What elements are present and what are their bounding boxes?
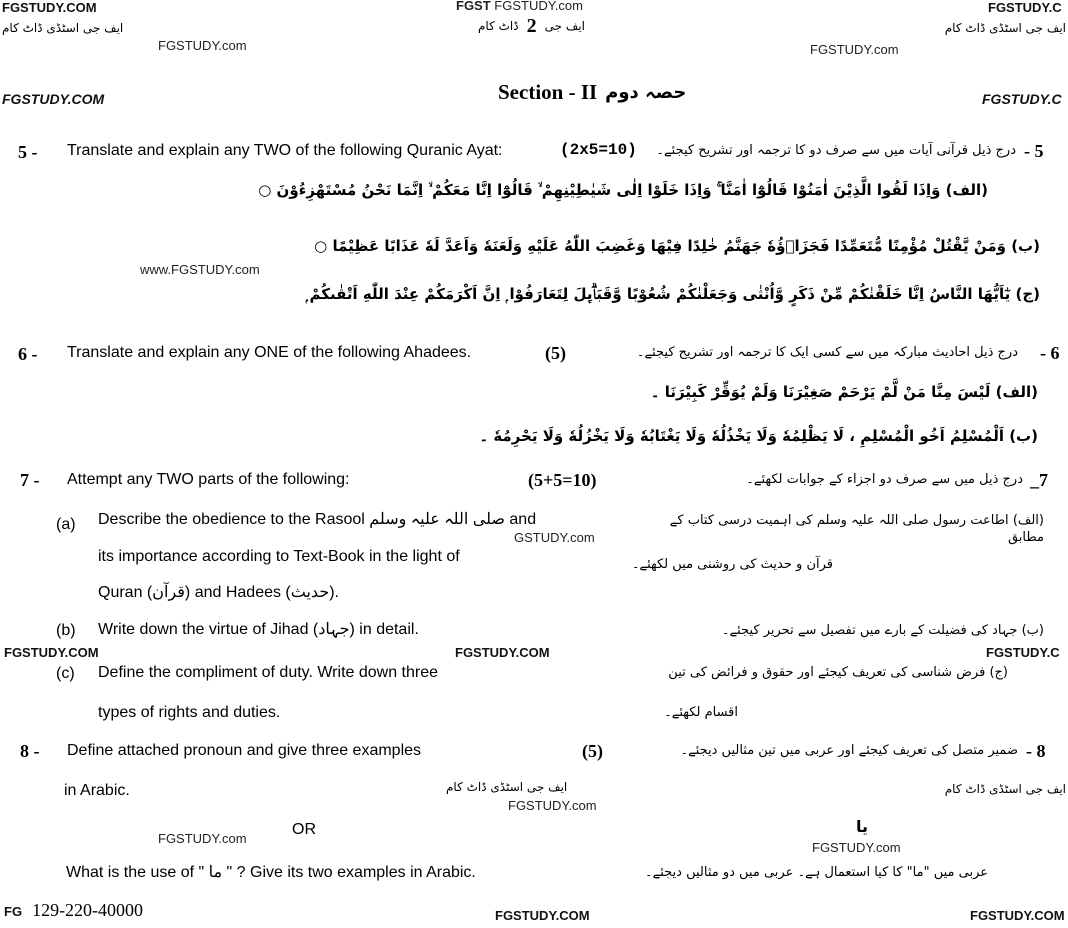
question-marks: (5) <box>545 343 566 363</box>
part-text-urdu: اقسام لکھئے۔ <box>664 705 738 720</box>
ayat-line <box>270 236 1040 256</box>
part-label-urdu: (ب) <box>1021 623 1044 638</box>
part-label-urdu: (ج) <box>989 665 1008 680</box>
question-marks: (2x5=10) <box>560 141 637 159</box>
question-marks: (5+5=10) <box>528 470 597 490</box>
part-label: (b) <box>56 622 76 639</box>
question-number: 8 - <box>20 741 40 761</box>
watermark: FGSTUDY.COM <box>2 0 97 15</box>
part-text: Define the compliment of duty. Write down three <box>98 664 439 681</box>
part-text: Describe the obedience to the Rasool صلی اللہ علیہ وسلم and <box>98 511 537 528</box>
watermark: ایف جی اسٹڈی ڈاٹ کام <box>944 21 1066 35</box>
section-title-urdu: حصہ دوم <box>605 81 687 103</box>
watermark: ایف جی اسٹڈی ڈاٹ کام <box>944 782 1066 796</box>
page-number-urdu: ایف جی <box>544 18 585 33</box>
ayat-label: (الف) <box>945 181 988 199</box>
part-text-urdu <box>560 664 1008 681</box>
paper-code <box>4 900 143 920</box>
question-text: Translate and explain any TWO of the following Quranic Ayat: <box>67 142 503 159</box>
ayat-line <box>10 180 988 200</box>
ayat-label: (ج) <box>1015 285 1040 303</box>
part-text-urdu: قرآن و حدیث کی روشنی میں لکھئے۔ <box>631 557 833 572</box>
watermark: FGSTUDY.com <box>810 42 899 57</box>
ayat-line <box>10 284 1040 304</box>
hadees-line <box>10 426 1038 446</box>
part-text-urdu-line: جہاد کی فضیلت کے بارے میں تفصیل سے تحریر کیجئے۔ <box>721 623 1018 638</box>
watermark: GSTUDY.com <box>514 530 595 545</box>
hadees-text: لَيْسَ مِنَّا مَنْ لَّمْ يَرْحَمْ صَغِيْرَنَا وَلَمْ يُوَقِّرْ كَبِيْرَنَا ۔ <box>650 383 991 401</box>
ayat-text: يٰٓاَيُّهَا النَّاسُ اِنَّا خَلَقْنٰكُمْ مِّنْ ذَكَرٍ وَّاُنْثٰى وَجَعَلْنٰكُمْ شُعُوْبًا وَّقَبَاۗىِٕلَ لِتَعَارَفُوْا ۭ اِنَّ اَكْرَمَكُمْ عِنْدَ اللّٰهِ اَتْقٰىكُمْ ۭ <box>305 285 1011 303</box>
ayat-label: (ب) <box>1011 237 1040 255</box>
watermark: www.FGSTUDY.com <box>140 262 260 277</box>
section-title: Section - II <box>498 80 598 104</box>
part-text: its importance according to Text-Book in the light of <box>98 548 460 565</box>
question-number-urdu: - 8 <box>1026 741 1046 761</box>
question-number: 5 - <box>18 142 38 162</box>
question-text-urdu: ضمیر متصل کی تعریف کیجئے اور عربی میں تین مثالیں دیجئے۔ <box>680 743 1018 758</box>
watermark <box>456 0 583 13</box>
part-text: types of rights and duties. <box>98 704 281 721</box>
watermark: FG <box>4 904 23 919</box>
question-text-urdu: عربی میں "ما" کا کیا استعمال ہے۔ عربی میں دو مثالیں دیجئے۔ <box>644 865 988 880</box>
watermark: FGSTUDY.com <box>812 840 901 855</box>
hadees-label: (الف) <box>995 383 1038 401</box>
part-text-urdu-line: اطاعت رسول صلی اللہ علیہ وسلم کی اہمیت درسی کتاب کے مطابق <box>669 513 1044 545</box>
question-marks: (5) <box>582 741 603 761</box>
page-number <box>478 16 585 36</box>
question-text-urdu: درج ذیل میں سے صرف دو اجزاء کے جوابات لکھئے۔ <box>746 472 1023 487</box>
question-number-urdu: - 5 <box>1024 141 1044 161</box>
part-label-urdu: (الف) <box>1012 513 1044 528</box>
watermark: FGSTUDY.C <box>982 91 1062 107</box>
part-text-urdu <box>560 622 1044 639</box>
question-number-urdu: _7 <box>1030 470 1048 490</box>
paper-code-value: 129-220-40000 <box>32 900 144 920</box>
question-text: Attempt any TWO parts of the following: <box>67 471 350 488</box>
part-text-urdu <box>640 512 1044 546</box>
watermark: ایف جی اسٹڈی ڈاٹ کام <box>2 21 124 35</box>
watermark: FGST <box>456 0 491 13</box>
section-heading <box>498 80 686 105</box>
question-text-urdu: درج ذیل احادیث مبارکہ میں سے کسی ایک کا ترجمہ اور تشریح کیجئے۔ <box>636 345 1018 360</box>
watermark: FGSTUDY.COM <box>455 645 550 660</box>
page-number-urdu: ڈاٹ کام <box>478 18 519 33</box>
watermark: FGSTUDY.COM <box>495 908 590 923</box>
watermark: FGSTUDY.COM <box>2 91 105 107</box>
page-number-value: 2 <box>526 15 537 37</box>
watermark: FGSTUDY.COM <box>4 645 99 660</box>
question-number: 6 - <box>18 344 38 364</box>
or-divider: OR <box>292 821 316 838</box>
watermark: FGSTUDY.C <box>988 0 1062 15</box>
watermark: FGSTUDY.com <box>494 0 583 13</box>
hadees-line <box>10 382 1038 402</box>
question-text: in Arabic. <box>64 782 130 799</box>
part-label: (a) <box>56 516 76 533</box>
hadees-text: اَلْمُسْلِمُ اَخُو الْمُسْلِمِ ، لَا يَظْلِمُهٗ وَلَا يَخْذُلُهٗ وَلَا يَغْتَابُهٗ وَلَا يَخْزُلُهٗ وَلَا يَحْرِمُهٗ ۔ <box>479 427 1004 445</box>
question-text: What is the use of " ما " ? Give its two examples in Arabic. <box>66 864 476 881</box>
hadees-label: (ب) <box>1009 427 1038 445</box>
question-text-urdu: درج ذیل قرآنی آیات میں سے صرف دو کا ترجمہ اور تشریح کیجئے۔ <box>656 143 1016 158</box>
or-divider-urdu: یا <box>856 817 869 836</box>
watermark: ایف جی اسٹڈی ڈاٹ کام <box>446 780 568 794</box>
watermark: FGSTUDY.COM <box>970 908 1065 923</box>
watermark: FGSTUDY.C <box>986 645 1060 660</box>
part-text: Quran (قرآن) and Hadees (حدیث). <box>98 584 339 601</box>
part-text: Write down the virtue of Jihad (جہاد) in detail. <box>98 621 419 638</box>
watermark: FGSTUDY.com <box>508 798 597 813</box>
ayat-text: وَمَنْ يَّقْتُلْ مُؤْمِنًا مُّتَعَمِّدًا فَجَزَاۗؤُهٗ جَهَنَّمُ خٰلِدًا فِيْهَا وَغَضِبَ اللّٰهُ عَلَيْهِ وَلَعَنَهٗ وَاَعَدَّ لَهٗ عَذَابًا عَظِيْمًا ○ <box>314 237 1006 255</box>
question-text: Define attached pronoun and give three examples <box>67 742 422 759</box>
watermark: FGSTUDY.com <box>158 831 247 846</box>
ayat-text: وَاِذَا لَقُوا الَّذِيْنَ اٰمَنُوْا قَالُوْٓا اٰمَنَّا ۚ وَاِذَا خَلَوْا اِلٰى شَيٰطِيْنِهِمْ ۙ قَالُوْٓا اِنَّا مَعَكُمْ ۙ اِنَّمَا نَحْنُ مُسْتَهْزِءُوْنَ ○ <box>258 181 941 199</box>
part-label: (c) <box>56 665 75 682</box>
watermark: FGSTUDY.com <box>158 38 247 53</box>
question-text: Translate and explain any ONE of the following Ahadees. <box>67 344 472 361</box>
part-text-urdu-line: فرض شناسی کی تعریف کیجئے اور حقوق و فرائض کی تین <box>668 665 986 680</box>
question-number-urdu: - 6 <box>1040 343 1060 363</box>
question-number: 7 - <box>20 470 40 490</box>
